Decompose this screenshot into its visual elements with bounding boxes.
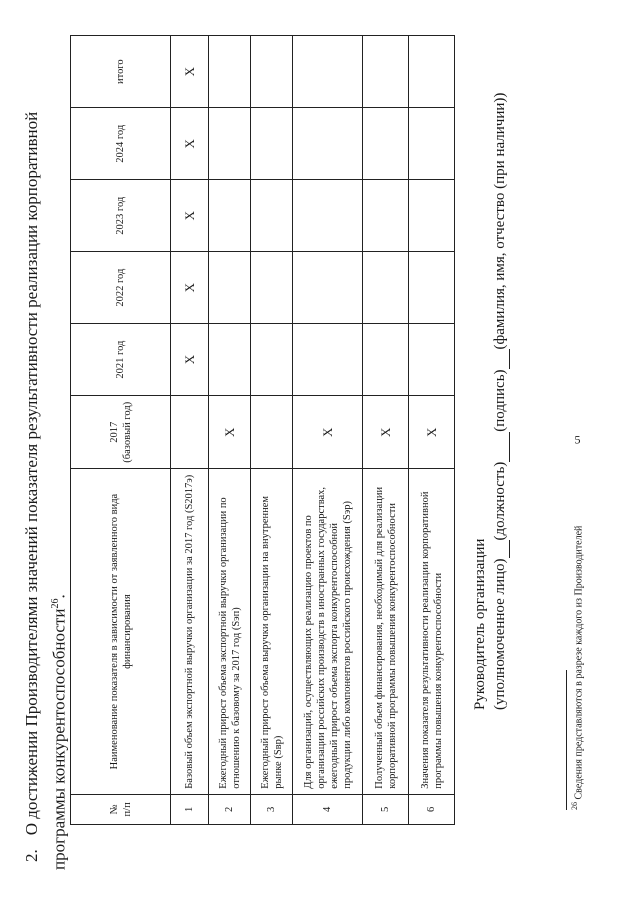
cell-2017: X	[209, 396, 251, 469]
signature-line	[491, 349, 510, 369]
row-name: Для организаций, осуществляющих реализацию проектов по организации российских производств в иностранных государствах, ежегодный прирост объема экспорта конкурентоспособной продукции либо компонентов российского происхождения (Sэр)	[293, 469, 363, 794]
cell-2021	[251, 324, 293, 396]
cell-2022	[363, 252, 409, 324]
signature-label: (подпись)	[492, 369, 508, 432]
header-2024: 2024 год	[71, 108, 171, 180]
cell-2022: X	[171, 252, 209, 324]
row-number: 6	[409, 794, 455, 824]
cell-2021	[409, 324, 455, 396]
header-2023: 2023 год	[71, 180, 171, 252]
row-name: Базовый объем экспортной выручки организации за 2017 год (S2017э)	[171, 469, 209, 794]
table-row	[293, 36, 363, 825]
cell-2017	[171, 396, 209, 469]
header-2021: 2021 год	[71, 324, 171, 396]
footnote-reference: 26	[50, 598, 61, 609]
cell-2023	[409, 180, 455, 252]
cell-2017	[251, 396, 293, 469]
header-num: № п/п	[71, 794, 171, 824]
cell-2024	[409, 108, 455, 180]
cell-total	[251, 36, 293, 108]
cell-2022	[209, 252, 251, 324]
signature-line	[491, 540, 510, 558]
row-number: 3	[251, 794, 293, 824]
header-2022: 2022 год	[71, 252, 171, 324]
cell-2021	[363, 324, 409, 396]
cell-2024	[209, 108, 251, 180]
cell-total	[409, 36, 455, 108]
row-number: 5	[363, 794, 409, 824]
table-row	[251, 36, 293, 825]
table-row	[171, 36, 209, 825]
cell-total	[293, 36, 363, 108]
cell-2021: X	[171, 324, 209, 396]
footnote-divider	[566, 670, 567, 810]
row-name: Значения показателя результативности реализации корпоративной программы повышения конкурентоспособности	[409, 469, 455, 794]
cell-total	[363, 36, 409, 108]
header-name: Наименование показателя в зависимости от заявленного вида финансирования	[71, 469, 171, 794]
cell-2023	[209, 180, 251, 252]
cell-total	[209, 36, 251, 108]
table-row	[209, 36, 251, 825]
cell-2021	[293, 324, 363, 396]
cell-2022	[293, 252, 363, 324]
cell-2024: X	[171, 108, 209, 180]
cell-2023	[251, 180, 293, 252]
cell-2023: X	[171, 180, 209, 252]
cell-total: X	[171, 36, 209, 108]
position-label: (должность)	[492, 461, 508, 541]
footnote	[570, 210, 584, 810]
table-row	[363, 36, 409, 825]
cell-2021	[209, 324, 251, 396]
footnote-text: Сведения представляются в разрезе каждого из Производителей	[573, 525, 585, 800]
row-name: Ежегодный прирост объема выручки организации на внутреннем рынке (Sвр)	[251, 469, 293, 794]
signatory-role: (уполномоченное лицо)	[492, 558, 508, 710]
footnote-mark: 26	[570, 802, 579, 810]
row-number: 1	[171, 794, 209, 824]
cell-2024	[363, 108, 409, 180]
signature-block	[470, 20, 510, 720]
row-number: 2	[209, 794, 251, 824]
page-number: 5	[574, 432, 581, 447]
cell-2022	[409, 252, 455, 324]
signatory-title: Руководитель организации	[472, 538, 488, 710]
signature-line	[491, 432, 510, 462]
header-total: итого	[71, 36, 171, 108]
row-number: 4	[293, 794, 363, 824]
cell-2024	[251, 108, 293, 180]
section-title: О достижении Производителями значений показателя результативности реализации корпоративной программы конкурентоспособности	[22, 111, 69, 870]
table-header-row	[71, 36, 171, 825]
cell-2017: X	[409, 396, 455, 469]
cell-2023	[293, 180, 363, 252]
cell-2017: X	[363, 396, 409, 469]
indicators-table	[70, 35, 455, 825]
row-name: Полученный объем финансирования, необходимый для реализации корпоративной программы повышения конкурентоспособности	[363, 469, 409, 794]
cell-2022	[251, 252, 293, 324]
row-name: Ежегодный прирост объема экспортной выручки организации по отношению к базовому за 2017 год (Sэп)	[209, 469, 251, 794]
cell-2024	[293, 108, 363, 180]
section-heading: 2.О достижении Производителями значений показателя результативности реализации корпоративной программы конкурентоспособности$^{26}$.	[22, 111, 69, 870]
table-row	[409, 36, 455, 825]
cell-2017: X	[293, 396, 363, 469]
header-2017: 2017 (базовый год)	[71, 396, 171, 469]
full-name-label: (фамилия, имя, отчество (при наличии))	[492, 92, 508, 350]
cell-2023	[363, 180, 409, 252]
section-number: 2.	[22, 849, 41, 862]
